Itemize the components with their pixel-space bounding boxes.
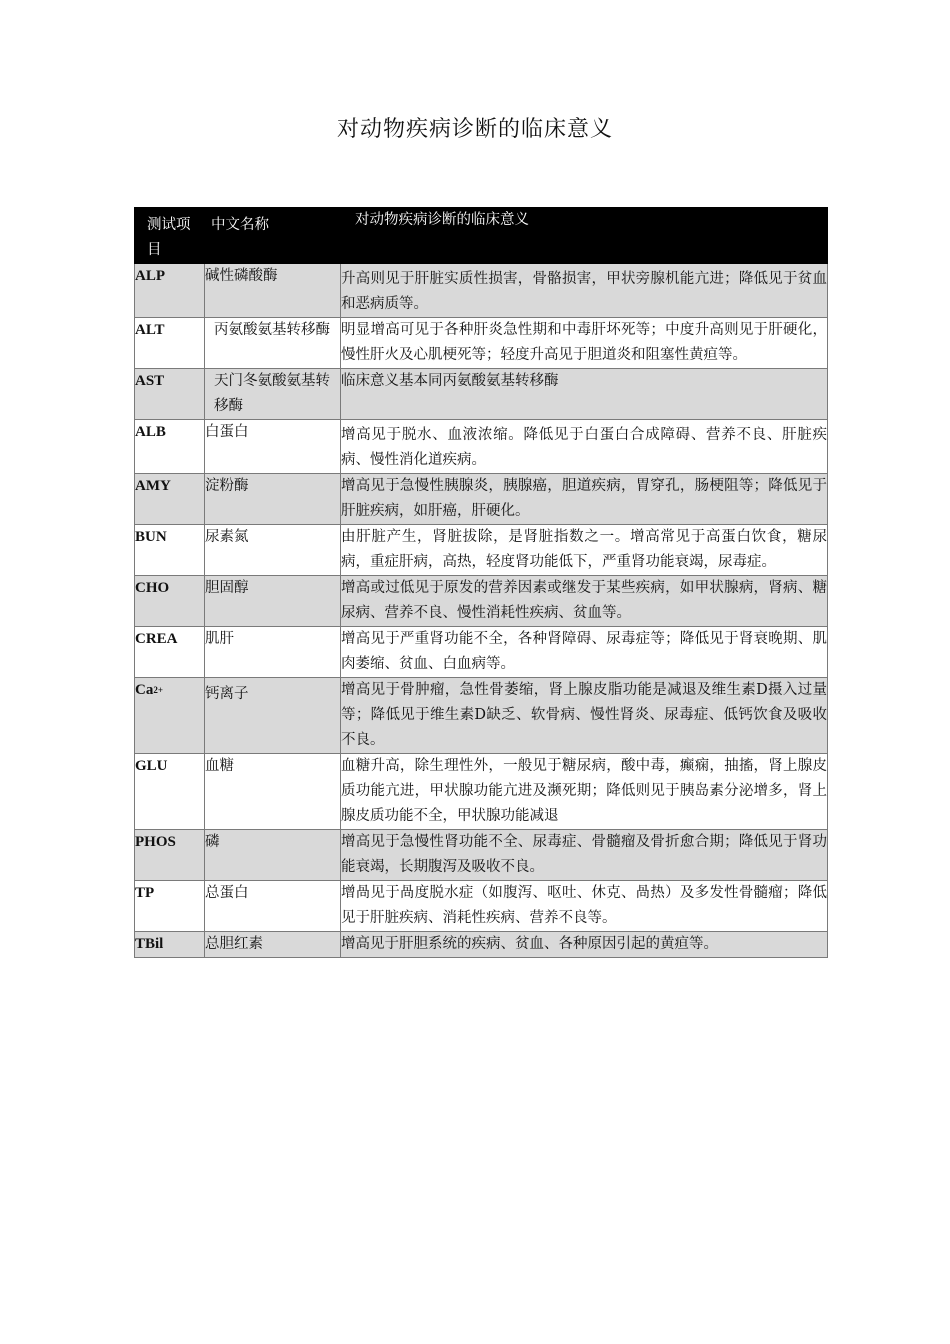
row-name: 碱性磷酸酶 xyxy=(205,264,341,318)
row-code: ALT xyxy=(135,318,205,369)
row-code: TBil xyxy=(135,932,205,958)
row-meaning: 增咼见于咼度脱水症（如腹泻、呕吐、休克、咼热）及多发性骨髓瘤；降低见于肝脏疾病、消耗性疾病、营养不良等。 xyxy=(341,881,828,932)
table-row xyxy=(135,576,828,627)
row-name: 钙离子 xyxy=(205,678,341,754)
table-row xyxy=(135,754,828,830)
table-row xyxy=(135,318,828,369)
row-code-charge: 2+ xyxy=(153,685,163,695)
row-meaning: 增高见于骨肿瘤，急性骨萎缩，肾上腺皮脂功能是减退及维生素D摄入过量等；降低见于维生素D缺乏、软骨病、慢性肾炎、尿毒症、低钙饮食及吸收不良。 xyxy=(341,678,828,754)
row-name: 白蛋白 xyxy=(205,420,341,474)
row-name: 丙氨酸氨基转移酶 xyxy=(205,318,341,369)
row-meaning: 升高则见于肝脏实质性损害，骨骼损害，甲状旁腺机能亢进；降低见于贫血和恶病质等。 xyxy=(341,264,828,318)
table-row xyxy=(135,369,828,420)
table-row xyxy=(135,881,828,932)
row-code: PHOS xyxy=(135,830,205,881)
row-meaning: 临床意义基本同丙氨酸氨基转移酶 xyxy=(341,369,828,420)
table-row xyxy=(135,420,828,474)
row-meaning: 血糖升高，除生理性外，一般见于糖尿病，酸中毒，癫痫，抽搐，肾上腺皮质功能亢进，甲状腺功能亢进及濒死期；降低则见于胰岛素分泌增多，肾上腺皮质功能不全，甲状腺功能减退 xyxy=(341,754,828,830)
header-chinese-name: 中文名称 xyxy=(205,208,341,264)
row-meaning: 增高或过低见于原发的营养因素或继发于某些疾病，如甲状腺病，肾病、糖尿病、营养不良、慢性消耗性疾病、贫血等。 xyxy=(341,576,828,627)
table-row xyxy=(135,678,828,754)
row-name: 总蛋白 xyxy=(205,881,341,932)
table-row xyxy=(135,525,828,576)
row-meaning: 增高见于脱水、血液浓缩。降低见于白蛋白合成障碍、营养不良、肝脏疾病、慢性消化道疾病。 xyxy=(341,420,828,474)
row-name: 尿素氮 xyxy=(205,525,341,576)
row-code: AMY xyxy=(135,474,205,525)
row-code: CHO xyxy=(135,576,205,627)
table-row xyxy=(135,264,828,318)
row-name: 总胆红素 xyxy=(205,932,341,958)
row-meaning: 增高见于严重肾功能不全，各种肾障碍、尿毒症等；降低见于肾衰晚期、肌肉萎缩、贫血、白血病等。 xyxy=(341,627,828,678)
row-name: 胆固醇 xyxy=(205,576,341,627)
row-meaning: 增高见于急慢性肾功能不全、尿毒症、骨髓瘤及骨折愈合期；降低见于肾功能衰竭，长期腹泻及吸收不良。 xyxy=(341,830,828,881)
row-code: ALP xyxy=(135,264,205,318)
table-header-row xyxy=(135,208,828,264)
row-code: CREA xyxy=(135,627,205,678)
table-row xyxy=(135,932,828,958)
row-code: AST xyxy=(135,369,205,420)
row-code: TP xyxy=(135,881,205,932)
clinical-significance-table xyxy=(134,207,828,958)
row-meaning: 明显增高可见于各种肝炎急性期和中毒肝坏死等；中度升高则见于肝硬化，慢性肝火及心肌梗死等；轻度升高见于胆道炎和阻塞性黄疸等。 xyxy=(341,318,828,369)
row-code xyxy=(135,678,205,754)
table-row xyxy=(135,627,828,678)
row-name: 肌肝 xyxy=(205,627,341,678)
page-title: 对动物疾病诊断的临床意义 xyxy=(336,117,613,142)
row-code-symbol: Ca xyxy=(135,682,154,698)
row-name: 磷 xyxy=(205,830,341,881)
table-row xyxy=(135,474,828,525)
row-code: BUN xyxy=(135,525,205,576)
row-name: 天门冬氨酸氨基转移酶 xyxy=(205,369,341,420)
row-meaning: 增高见于急慢性胰腺炎，胰腺癌，胆道疾病，胃穿孔，肠梗阻等；降低见于肝脏疾病，如肝癌，肝硬化。 xyxy=(341,474,828,525)
row-code: ALB xyxy=(135,420,205,474)
header-test-item: 测试项目 xyxy=(135,208,205,264)
row-name: 血糖 xyxy=(205,754,341,830)
row-name: 淀粉酶 xyxy=(205,474,341,525)
header-clinical-meaning: 对动物疾病诊断的临床意义 xyxy=(341,208,828,264)
row-meaning: 由肝脏产生，肾脏拔除，是肾脏指数之一。增高常见于高蛋白饮食，糖尿病，重症肝病，高热，轻度肾功能低下，严重肾功能衰竭，尿毒症。 xyxy=(341,525,828,576)
table-row xyxy=(135,830,828,881)
row-meaning: 增高见于肝胆系统的疾病、贫血、各种原因引起的黄疸等。 xyxy=(341,932,828,958)
row-code: GLU xyxy=(135,754,205,830)
